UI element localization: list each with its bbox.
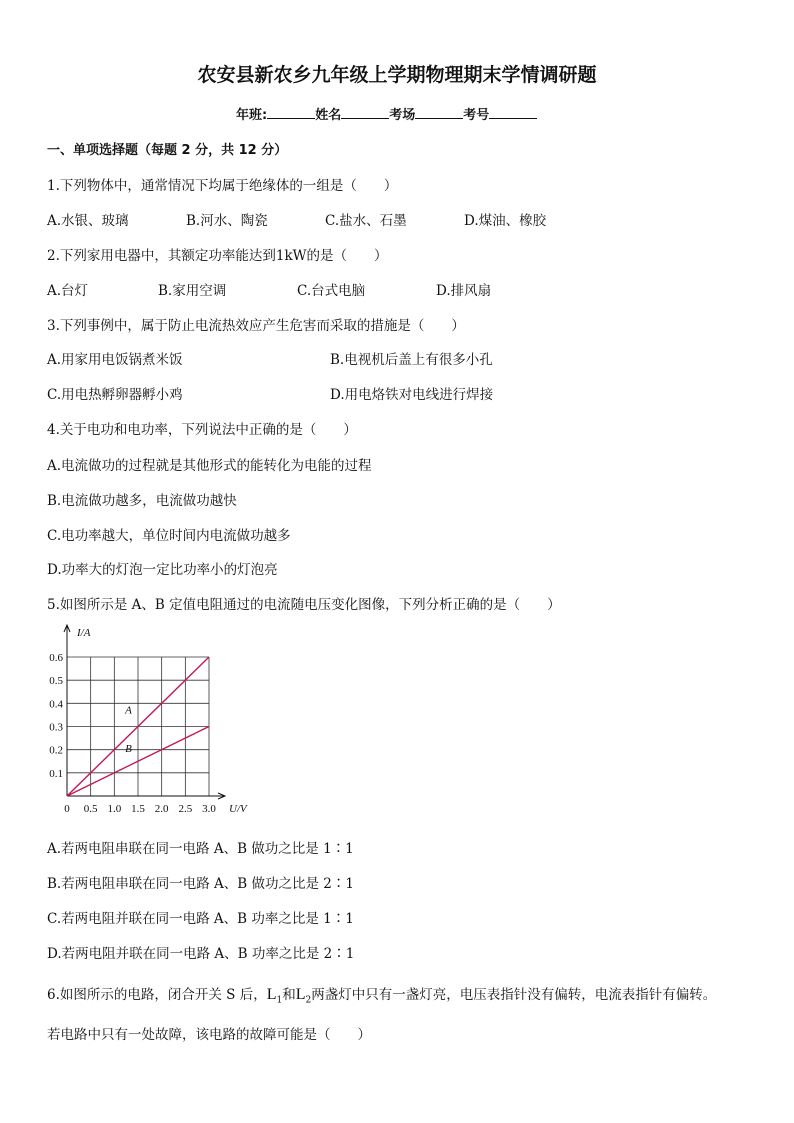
- number-label: 考号: [463, 108, 490, 123]
- section-heading: 一、单项选择题（每题 2 分，共 12 分）: [47, 143, 288, 158]
- y-tick-label-1: 0.2: [49, 744, 63, 757]
- question-6-stem-line2: 若电路中只有一处故障，该电路的故障可能是（ ）: [47, 1027, 371, 1043]
- x-tick-label-2: 1.5: [131, 803, 145, 815]
- l2-symbol: L: [295, 986, 306, 1003]
- room-label: 考场: [389, 108, 416, 123]
- l1-subscript: 1: [276, 995, 283, 1006]
- q1-option-c: C.盐水、石墨: [325, 213, 407, 229]
- y-tick-label-0: 0.1: [49, 767, 63, 780]
- chart-labels: [49, 627, 248, 815]
- question-5-stem: 5.如图所示是 A、B 定值电阻通过的电流随电压变化图像，下列分析正确的是（ ）: [47, 597, 561, 613]
- y-tick-label-4: 0.5: [49, 675, 63, 688]
- y-tick-label-3: 0.4: [49, 698, 63, 711]
- q6-stem-part1: 6.如图所示的电路，闭合开关 S 后，: [47, 987, 267, 1003]
- question-6-stem: [47, 983, 716, 1006]
- q5-option-d: D.若两电阻并联在同一电路 A、B 功率之比是 2∶1: [47, 946, 355, 962]
- q4-option-d: D.功率大的灯泡一定比功率小的灯泡亮: [47, 562, 278, 578]
- q3-option-a: A.用家用电饭锅煮米饭: [47, 352, 183, 368]
- l2-subscript: 2: [305, 995, 312, 1006]
- y-tick-label-2: 0.3: [49, 721, 63, 734]
- class-blank: [267, 106, 315, 119]
- x-tick-label-1: 1.0: [107, 803, 122, 815]
- room-blank: [415, 106, 463, 119]
- q4-option-b: B.电流做功越多，电流做功越快: [47, 493, 237, 509]
- page-title: 农安县新农乡九年级上学期物理期末学情调研题: [197, 64, 597, 86]
- q1-option-d: D.煤油、橡胶: [464, 213, 547, 229]
- origin-label: 0: [64, 803, 70, 815]
- q4-option-a: A.电流做功的过程就是其他形式的能转化为电能的过程: [47, 458, 372, 474]
- y-axis-label: I/A: [77, 627, 91, 639]
- question-2-stem: 2.下列家用电器中，其额定功率能达到1kW的是（ ）: [47, 248, 388, 264]
- series-label-B: B: [125, 742, 132, 755]
- series-label-A: A: [125, 704, 132, 717]
- x-tick-label-0: 0.5: [83, 803, 98, 815]
- name-label: 姓名: [315, 108, 342, 123]
- question-3-stem: 3.下列事例中，属于防止电流热效应产生危害而采取的措施是（ ）: [47, 318, 465, 334]
- x-tick-label-3: 2.0: [154, 803, 169, 815]
- q3-option-d: D.用电烙铁对电线进行焊接: [330, 387, 494, 403]
- x-tick-label-4: 2.5: [178, 803, 193, 815]
- q2-option-b: B.家用空调: [158, 283, 227, 299]
- q5-option-b: B.若两电阻串联在同一电路 A、B 做功之比是 2∶1: [47, 876, 354, 892]
- q6-and: 和: [282, 987, 296, 1003]
- q2-option-c: C.台式电脑: [297, 283, 366, 299]
- q3-option-b: B.电视机后盖上有很多小孔: [330, 352, 493, 368]
- q2-option-d: D.排风扇: [436, 283, 492, 299]
- q3-option-c: C.用电热孵卵器孵小鸡: [47, 387, 183, 403]
- q4-option-c: C.电功率越大，单位时间内电流做功越多: [47, 528, 291, 544]
- q1-option-a: A.水银、玻璃: [47, 213, 129, 229]
- y-tick-label-5: 0.6: [49, 652, 63, 664]
- q6-stem-part2: 两盏灯中只有一盏灯亮，电压表指针没有偏转，电流表指针有偏转。: [311, 987, 717, 1003]
- number-blank: [489, 106, 537, 119]
- question-4-stem: 4.关于电功和电功率，下列说法中正确的是（ ）: [47, 422, 357, 438]
- name-blank: [341, 106, 389, 119]
- x-axis-label: U/V: [229, 803, 247, 815]
- q2-option-a: A.台灯: [47, 283, 89, 299]
- l1-symbol: L: [266, 986, 277, 1003]
- x-tick-label-5: 3.0: [202, 803, 216, 815]
- class-label: 年班:: [236, 108, 268, 123]
- iu-graph: [40, 622, 270, 824]
- q5-option-c: C.若两电阻并联在同一电路 A、B 功率之比是 1∶1: [47, 911, 354, 927]
- q5-option-a: A.若两电阻串联在同一电路 A、B 做功之比是 1∶1: [47, 841, 354, 857]
- student-info-line: [236, 104, 537, 123]
- q1-option-b: B.河水、陶瓷: [186, 213, 268, 229]
- question-1-stem: 1.下列物体中，通常情况下均属于绝缘体的一组是（ ）: [47, 178, 398, 194]
